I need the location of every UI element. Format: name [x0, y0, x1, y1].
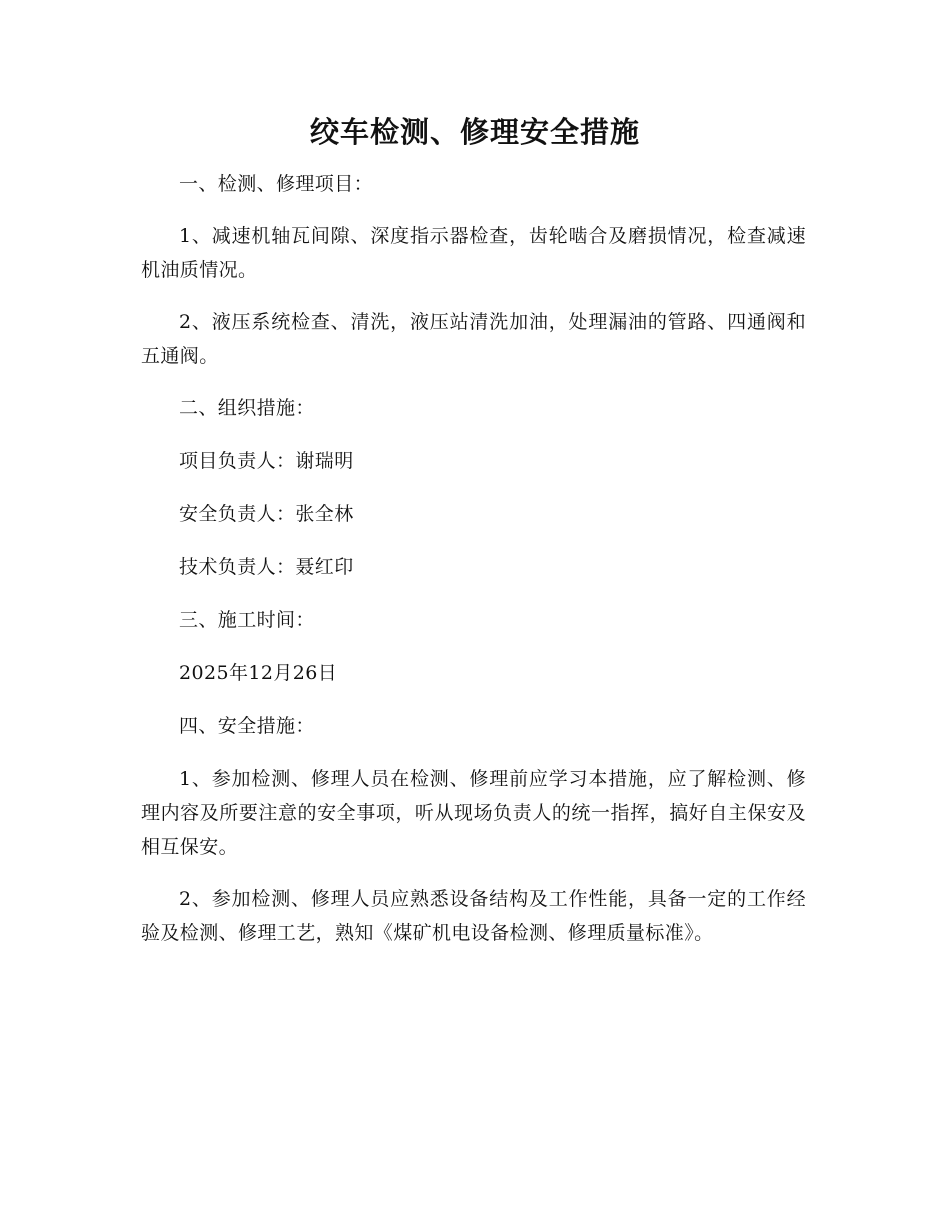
section-heading-safety: 四、安全措施：	[179, 715, 315, 737]
item-paragraph-2: 2、液压系统检查、清洗，液压站清洗加油，处理漏油的管路、四通阀和五通阀。	[141, 311, 806, 367]
safety-paragraph-1: 1、参加检测、修理人员在检测、修理前应学习本措施，应了解检测、修理内容及所要注意的安全事项，听从现场负责人的统一指挥，搞好自主保安及相互保安。	[141, 768, 806, 858]
document-title: 绞车检测、修理安全措施	[309, 115, 640, 149]
project-lead-line: 项目负责人：谢瑞明	[179, 450, 354, 472]
safety-paragraph-2: 2、参加检测、修理人员应熟悉设备结构及工作性能，具备一定的工作经验及检测、修理工艺，熟知《煤矿机电设备检测、修理质量标准》。	[141, 888, 806, 944]
section-heading-schedule: 三、施工时间：	[179, 609, 315, 631]
safety-lead-line: 安全负责人：张全林	[179, 503, 354, 525]
technical-lead-line: 技术负责人：聂红印	[179, 556, 354, 578]
schedule-date: 2025年12月26日	[179, 662, 338, 684]
section-heading-items: 一、检测、修理项目：	[179, 173, 374, 195]
item-paragraph-1: 1、减速机轴瓦间隙、深度指示器检查，齿轮啮合及磨损情况，检查减速机油质情况。	[141, 225, 806, 281]
document-body	[141, 167, 806, 950]
section-heading-organization: 二、组织措施：	[179, 397, 315, 419]
